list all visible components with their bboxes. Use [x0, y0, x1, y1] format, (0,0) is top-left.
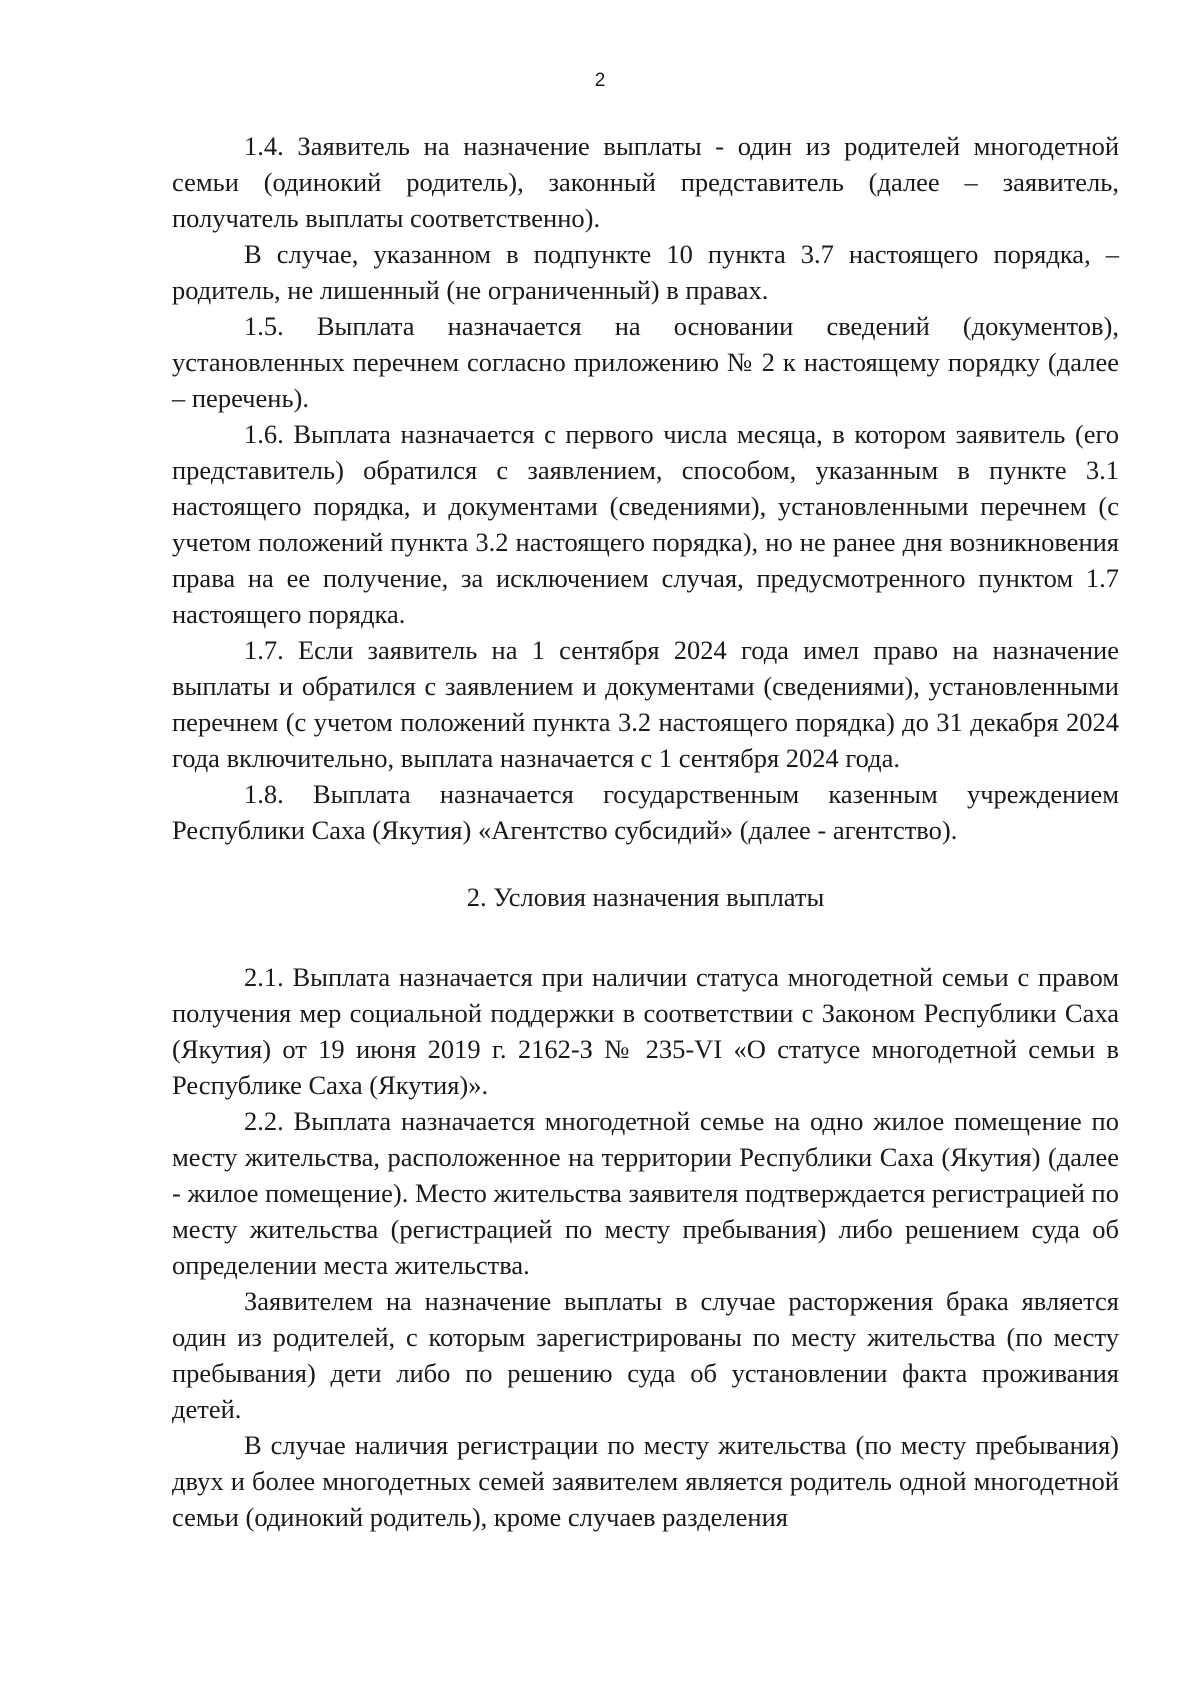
paragraph-2-1: 2.1. Выплата назначается при наличии статуса многодетной семьи с правом получения мер социальной поддержки в соответствии с Законом Республики Саха (Якутия) от 19 июня 2019 г. 2162-З № 235-VI «О статусе многодетной семьи в Республике Саха (Якутия)». — [172, 962, 1119, 1100]
paragraph-1-8: 1.8. Выплата назначается государственным казенным учреждением Республики Саха (Якутия) «Агентство субсидий» (далее - агентство). — [172, 779, 1119, 845]
paragraph-1-6: 1.6. Выплата назначается с первого числа месяца, в котором заявитель (его представитель) обратился с заявлением, способом, указанным в пункте 3.1 настоящего порядка, и документами (сведениями), установленными перечнем (с учетом положений пункта 3.2 настоящего порядка), но не ранее дня возникновения права на ее получение, за исключением случая, предусмотренного пунктом 1.7 настоящего порядка. — [172, 419, 1119, 629]
paragraph-1-4-case: В случае, указанном в подпункте 10 пункта 3.7 настоящего порядка, – родитель, не лишенный (не ограниченный) в правах. — [172, 239, 1119, 305]
document-body — [172, 128, 1119, 1535]
paragraph-1-7: 1.7. Если заявитель на 1 сентября 2024 года имел право на назначение выплаты и обратился с заявлением и документами (сведениями), установленными перечнем (с учетом положений пункта 3.2 настоящего порядка) до 31 декабря 2024 года включительно, выплата назначается с 1 сентября 2024 года. — [172, 635, 1119, 773]
paragraph-2-2-multiple-families: В случае наличия регистрации по месту жительства (по месту пребывания) двух и более многодетных семей заявителем является родитель одной многодетной семьи (одинокий родитель), кроме случаев разделения — [172, 1430, 1119, 1532]
paragraph-1-4: 1.4. Заявитель на назначение выплаты - один из родителей многодетной семьи (одинокий родитель), законный представитель (далее – заявитель, получатель выплаты соответственно). — [172, 131, 1119, 233]
paragraph-1-5: 1.5. Выплата назначается на основании сведений (документов), установленных перечнем согласно приложению № 2 к настоящему порядку (далее – перечень). — [172, 311, 1119, 413]
section-heading: 2. Условия назначения выплаты — [466, 882, 825, 912]
page-number: 2 — [594, 70, 606, 91]
paragraph-2-2-divorce: Заявителем на назначение выплаты в случае расторжения брака является один из родителей, с которым зарегистрированы по месту жительства (по месту пребывания) дети либо по решению суда об установлении факта проживания детей. — [172, 1286, 1119, 1424]
paragraph-2-2: 2.2. Выплата назначается многодетной семье на одно жилое помещение по месту жительства, расположенное на территории Республики Саха (Якутия) (далее - жилое помещение). Место жительства заявителя подтверждается регистрацией по месту жительства (регистрацией по месту пребывания) либо решением суда об определении места жительства. — [172, 1106, 1119, 1280]
